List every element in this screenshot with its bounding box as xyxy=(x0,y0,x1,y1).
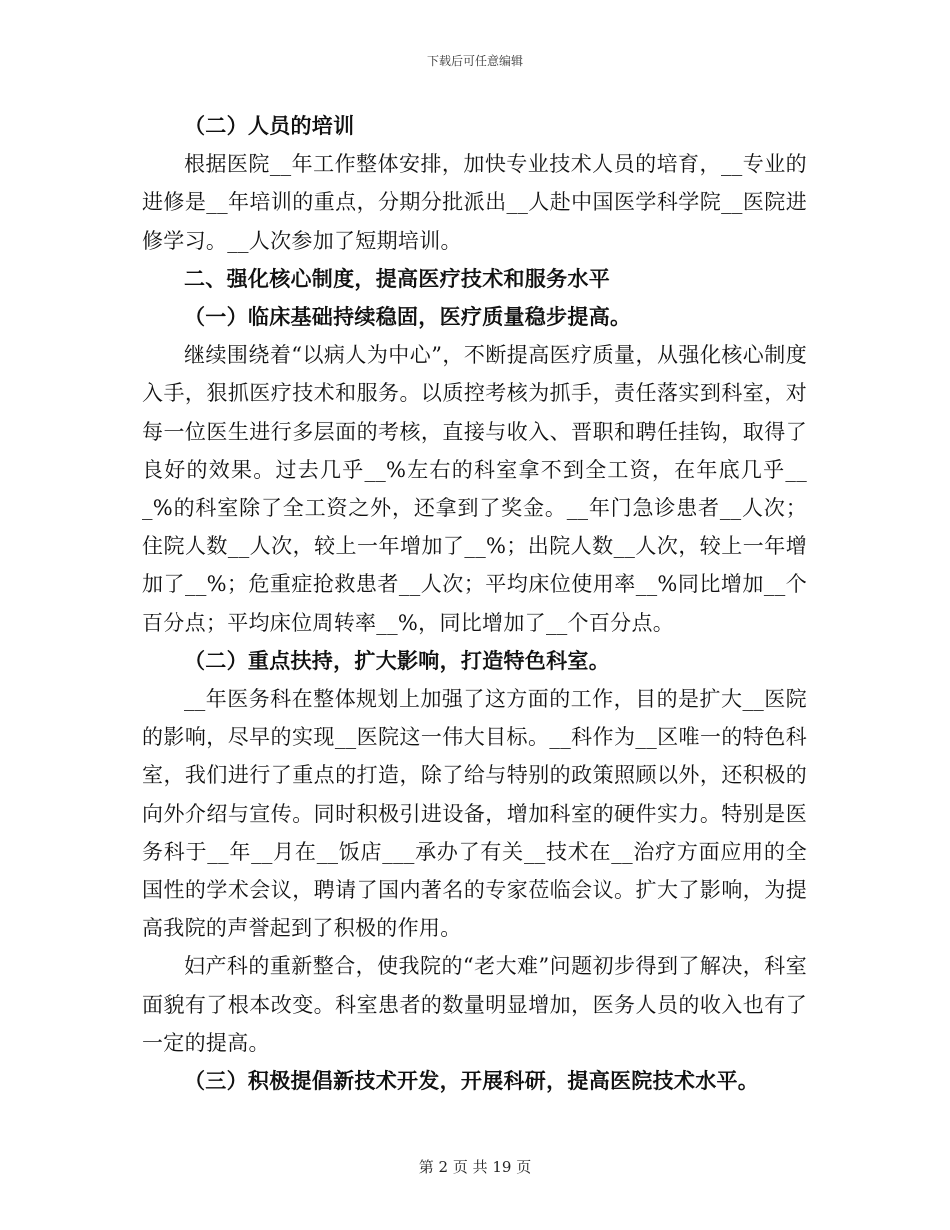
document-body xyxy=(142,107,807,1100)
page-footer: 第 2 页 共 19 页 xyxy=(418,1158,532,1176)
body-paragraph: 妇产科的重新整合，使我院的“老大难”问题初步得到了解决，科室面貌有了根本改变。科室患者的数量明显增加，医务人员的收入也有了一定的提高。 xyxy=(142,954,807,1055)
section-heading: 二、强化核心制度，提高医疗技术和服务水平 xyxy=(184,265,610,291)
section-heading: （一）临床基础持续稳固，医疗质量稳步提高。 xyxy=(184,304,632,330)
page-header: 下载后可任意编辑 xyxy=(426,54,523,68)
section-heading: （二）重点扶持，扩大影响，打造特色科室。 xyxy=(184,647,610,673)
section-heading: （三）积极提倡新技术开发，开展科研，提高医院技术水平。 xyxy=(184,1068,760,1094)
body-paragraph: 继续围绕着“以病人为中心”，不断提高医疗质量，从强化核心制度入手，狠抓医疗技术和服务。以质控考核为抓手，责任落实到科室，对每一位医生进行多层面的考核，直接与收入、晋职和聘任挂钩，取得了良好的效果。过去几乎__%左右的科室拿不到全工资，在年底几乎___%的科室除了全工资之外，还拿到了奖金。__年门急诊患者__人次；住院人数__人次，较上一年增加了__%；出院人数__人次，较上一年增加了__%；危重症抢救患者__人次；平均床位使用率__%同比增加__个百分点；平均床位周转率__%，同比增加了__个百分点。 xyxy=(142,343,807,635)
body-paragraph: __年医务科在整体规划上加强了这方面的工作，目的是扩大__医院的影响，尽早的实现__医院这一伟大目标。__科作为__区唯一的特色科室，我们进行了重点的打造，除了给与特别的政策照顾以外，还积极的向外介绍与宣传。同时积极引进设备，增加科室的硬件实力。特别是医务科于__年__月在__饭店___承办了有关__技术在__治疗方面应用的全国性的学术会议，聘请了国内著名的专家莅临会议。扩大了影响，为提高我院的声誉起到了积极的作用。 xyxy=(142,687,807,941)
section-heading: （二）人员的培训 xyxy=(184,113,355,138)
body-paragraph: 根据医院__年工作整体安排，加快专业技术人员的培育，__专业的进修是__年培训的重点，分期分批派出__人赴中国医学科学院__医院进修学习。__人次参加了短期培训。 xyxy=(142,152,807,253)
